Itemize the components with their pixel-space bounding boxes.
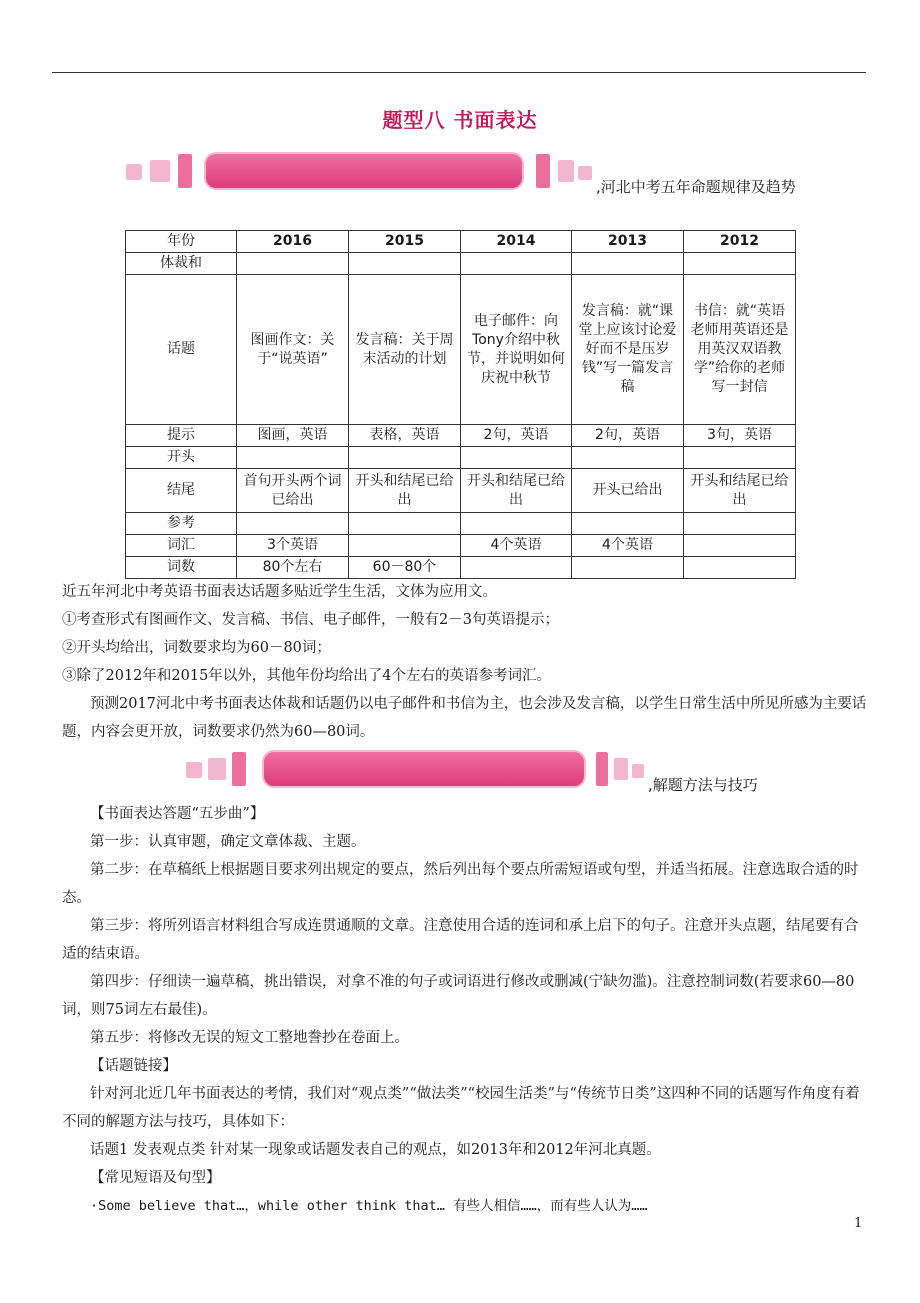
- phrases-heading: 【常见短语及句型】: [90, 1170, 221, 1186]
- forecast-paragraph: 预测2017河北中考书面表达体裁和话题仍以电子邮件和书信为主，也会涉及发言稿，以学生日常生活中所见所感为主要话题，内容会更开放，词数要求仍然为60—80词。: [62, 696, 867, 740]
- table-cell: [461, 253, 572, 275]
- table-cell: 3句，英语: [684, 425, 796, 447]
- table-cell: [237, 447, 349, 469]
- table-cell: 电子邮件：向Tony介绍中秋节，并说明如何庆祝中秋节: [461, 275, 572, 425]
- table-row: [126, 469, 796, 513]
- table-cell: [572, 447, 684, 469]
- table-row: [126, 557, 796, 579]
- method-step: 第二步：在草稿纸上根据题目要求列出规定的要点，然后列出每个要点所需短语或句型，并适当拓展。注意选取合适的时态。: [62, 862, 859, 906]
- banner-decor: [558, 160, 574, 182]
- table-cell: [572, 557, 684, 579]
- header-cell: 年份: [126, 231, 237, 253]
- banner-pill: [204, 152, 524, 190]
- table-cell: [572, 253, 684, 275]
- method-heading: 【书面表达答题“五步曲”】: [90, 806, 265, 822]
- method-step: 第五步：将修改无误的短文工整地誊抄在卷面上。: [90, 1030, 409, 1046]
- banner-pill: [262, 750, 586, 788]
- table-cell: 4个英语: [461, 535, 572, 557]
- banner-decor: [536, 154, 550, 188]
- header-cell: 2015: [349, 231, 461, 253]
- table-cell: 80个左右: [237, 557, 349, 579]
- table-cell: [461, 513, 572, 535]
- table-row: [126, 513, 796, 535]
- table-cell: [349, 535, 461, 557]
- banner-decor: [208, 758, 226, 780]
- table-cell: 图画作文：关于“说英语”: [237, 275, 349, 425]
- table-cell: 开头已给出: [572, 469, 684, 513]
- topic-paragraph: 针对河北近几年书面表达的考情，我们对“观点类”“做法类”“校园生活类”与“传统节日类”这四种不同的话题写作角度有着不同的解题方法与技巧，具体如下：: [62, 1086, 860, 1130]
- method-step: 第三步：将所列语言材料组合写成连贯通顺的文章。注意使用合适的连词和承上启下的句子。注意开头点题，结尾要有合适的结束语。: [62, 918, 859, 962]
- page-number: 1: [854, 1216, 863, 1231]
- table-cell: [461, 557, 572, 579]
- header-cell: 2012: [684, 231, 796, 253]
- table-cell: [461, 447, 572, 469]
- summary-point: ①考查形式有图画作文、发言稿、书信、电子邮件，一般有2－3句英语提示；: [62, 612, 559, 628]
- table-row: [126, 535, 796, 557]
- row-label: 提示: [126, 425, 237, 447]
- banner-decor: [150, 160, 170, 182]
- row-label: 结尾: [126, 469, 237, 513]
- summary-point: ③除了2012年和2015年以外，其他年份均给出了4个左右的英语参考词汇。: [62, 668, 552, 684]
- table-cell: 60－80个: [349, 557, 461, 579]
- row-label: 体裁和: [126, 253, 237, 275]
- header-cell: 2013: [572, 231, 684, 253]
- summary-section: [62, 578, 868, 746]
- banner-decor: [126, 164, 142, 180]
- table-cell: 表格，英语: [349, 425, 461, 447]
- header-cell: 2014: [461, 231, 572, 253]
- banner-decor: [632, 764, 644, 778]
- summary-intro: 近五年河北中考英语书面表达话题多贴近学生生活，文体为应用文。: [62, 584, 497, 600]
- table-cell: [572, 513, 684, 535]
- table-cell: [349, 513, 461, 535]
- summary-point: ②开头均给出，词数要求均为60－80词；: [62, 640, 331, 656]
- page-title: 题型八 书面表达: [382, 108, 538, 132]
- banner-decor: [614, 758, 628, 780]
- table-cell: [684, 253, 796, 275]
- table-cell: 书信：就“英语老师用英语还是用英汉双语教学”给你的老师写一封信: [684, 275, 796, 425]
- table-row: [126, 425, 796, 447]
- table-cell: [237, 253, 349, 275]
- table-cell: [684, 513, 796, 535]
- method-section: [62, 800, 868, 1220]
- section-banner-trends: [126, 150, 596, 194]
- row-label: 话题: [126, 275, 237, 425]
- banner-decor: [186, 762, 202, 778]
- method-step: 第四步：仔细读一遍草稿，挑出错误，对拿不准的句子或词语进行修改或删减(宁缺勿滥)。注意控制词数(若要求60—80词，则75词左右最佳)。: [62, 974, 855, 1018]
- table-cell: 开头和结尾已给出: [461, 469, 572, 513]
- section-banner-methods: [186, 748, 646, 792]
- table-cell: [349, 253, 461, 275]
- row-label: 开头: [126, 447, 237, 469]
- table-cell: 开头和结尾已给出: [684, 469, 796, 513]
- phrase-bullet: ·Some believe that…，while other think that… 有些人相信……，而有些人认为……: [90, 1198, 648, 1214]
- table-cell: [684, 447, 796, 469]
- topic-item: 话题1 发表观点类 针对某一现象或话题发表自己的观点，如2013年和2012年河北真题。: [90, 1142, 661, 1158]
- section-heading-methods: ,解题方法与技巧: [648, 776, 758, 794]
- table-row: [126, 253, 796, 275]
- header-cell: 2016: [237, 231, 349, 253]
- topic-heading: 【话题链接】: [90, 1058, 177, 1074]
- table-cell: 开头和结尾已给出: [349, 469, 461, 513]
- table-header-row: [126, 231, 796, 253]
- table-cell: 图画，英语: [237, 425, 349, 447]
- table-cell: 发言稿：就“课堂上应该讨论爱好而不是压岁钱”写一篇发言稿: [572, 275, 684, 425]
- banner-decor: [178, 154, 192, 188]
- table-cell: 2句，英语: [461, 425, 572, 447]
- banner-decor: [578, 166, 592, 180]
- row-label: 词数: [126, 557, 237, 579]
- section-heading-trends: ,河北中考五年命题规律及趋势: [596, 178, 796, 196]
- table-cell: [684, 535, 796, 557]
- table-cell: [237, 513, 349, 535]
- exam-trend-table: [125, 230, 796, 579]
- table-cell: 4个英语: [572, 535, 684, 557]
- table-cell: 发言稿：关于周末活动的计划: [349, 275, 461, 425]
- table-cell: 2句，英语: [572, 425, 684, 447]
- method-step: 第一步：认真审题，确定文章体裁、主题。: [90, 834, 366, 850]
- banner-decor: [232, 752, 246, 786]
- table-row: [126, 447, 796, 469]
- row-label: 词汇: [126, 535, 237, 557]
- table-cell: [349, 447, 461, 469]
- banner-decor: [596, 752, 608, 786]
- table-row: [126, 275, 796, 425]
- row-label: 参考: [126, 513, 237, 535]
- table-cell: 3个英语: [237, 535, 349, 557]
- table-cell: 首句开头两个词已给出: [237, 469, 349, 513]
- top-rule: [52, 72, 866, 73]
- table-cell: [684, 557, 796, 579]
